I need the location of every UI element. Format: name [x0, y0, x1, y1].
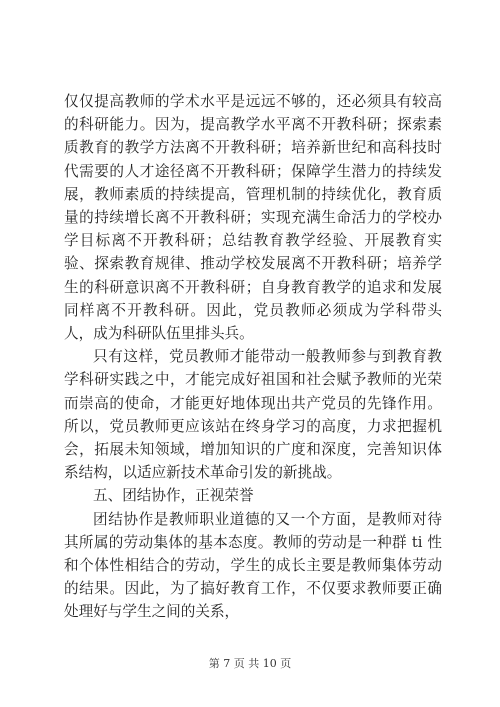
paragraph-lead-by-example: 只有这样，党员教师才能带动一般教师参与到教育教学科研实践之中，才能完成好祖国和社会赋予教师的光荣而崇高的使命，才能更好地体现出共产党员的先锋作用。所以，党员教师更应该站在终身学习的高度，力求把握机会，拓展未知领域，增加知识的广度和深度，完善知识体系结构，以适应新技术革命引发的新挑战。 — [64, 348, 442, 482]
paragraph-research-ability: 仅仅提高教师的学术水平是远远不够的，还必须具有较高的科研能力。因为，提高教学水平离不开教科研；探索素质教育的教学方法离不开教科研；培养新世纪和高科技时代需要的人才途径离不开教科研；保障学生潜力的持续发展，教师素质的持续提高，管理机制的持续优化，教育质量的持续增长离不开教科研；实现充满生命活力的学校办学目标离不开教科研；总结教育教学经验、开展教育实验、探索教育规律、推动学校发展离不开教科研；培养学生的科研意识离不开教科研；自身教育教学的追求和发展同样离不开教科研。因此，党员教师必须成为学科带头人，成为科研队伍里排头兵。 — [64, 93, 442, 343]
section-heading: 五、团结协作，正视荣誉 — [93, 487, 254, 505]
page-number-footer: 第 7 页 共 10 页 — [208, 657, 292, 670]
paragraph-teamwork: 团结协作是教师职业道德的又一个方面，是教师对待其所属的劳动集体的基本态度。教师的劳动是一种群 ti 性和个体性相结合的劳动，学生的成长主要是教师集体劳动的结果。因此，为了搞好教育工作，不仅要求教师要正确处理好与学生之间的关系， — [64, 510, 442, 621]
document-body — [64, 90, 442, 624]
